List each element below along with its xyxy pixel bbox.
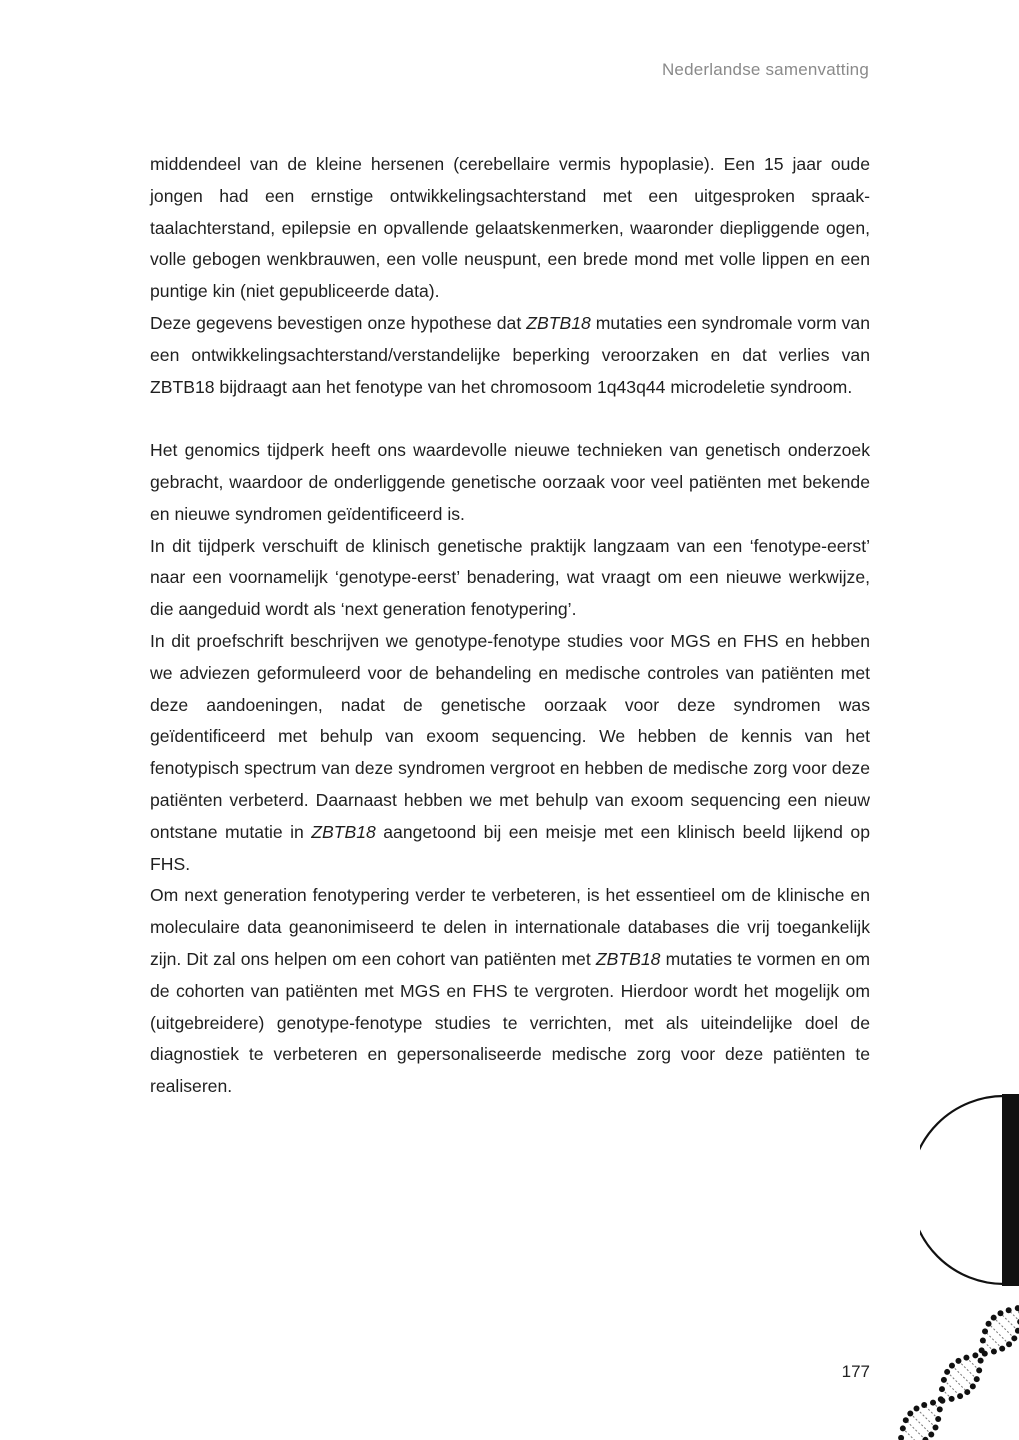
paragraph-2: Deze gegevens bevestigen onze hypothese dat ZBTB18 mutaties een syndromale vorm van een ontwikkelingsachterstand/verstandelijke beperking veroorzaken en dat verlies van ZBTB18 bijdraagt aan het fenotype van het chromosoom 1q43q44 microdeletie syndroom. xyxy=(150,312,870,397)
page-number: 177 xyxy=(841,1362,870,1381)
paragraph-5: In dit proefschrift beschrijven we genotype-fenotype studies voor MGS en FHS en hebben we adviezen geformuleerd voor de behandeling en medische controles van patiënten met deze aandoeningen, nadat de genetische oorzaak voor deze syndromen was geïdentificeerd met behulp van exoom sequencing. We hebben de kennis van het fenotypisch spectrum van deze syndromen vergroot en hebben de medische zorg voor deze patiënten verbeterd. Daarnaast hebben we met behulp van exoom sequencing een nieuw ontstane mutatie in ZBTB18 aangetoond bij een meisje met een klinisch beeld lijkend op FHS. xyxy=(150,630,870,874)
paragraph-4: In dit tijdperk verschuift de klinisch genetische praktijk langzaam van een ‘fenotype-eerst’ naar een voornamelijk ‘genotype-eerst’ benadering, wat vraagt om een nieuwe werkwijze, die aangeduid wordt als ‘next generation fenotypering’. xyxy=(150,535,870,620)
paragraph-spacer xyxy=(150,403,870,435)
dna-helix-icon xyxy=(880,1290,1019,1440)
gene-name: ZBTB18 xyxy=(526,312,591,333)
paragraph-1: middendeel van de kleine hersenen (cerebellaire vermis hypoplasie). Een 15 jaar oude jongen had een ernstige ontwikkelingsachterstand met een uitgesproken spraak-taalachterstand, epilepsie en opvallende gelaatskenmerken, waaronder diepliggende ogen, volle gebogen wenkbrauwen, een volle neuspunt, een brede mond met volle lippen en een puntige kin (niet gepubliceerde data). xyxy=(150,154,870,302)
paragraph-3: Het genomics tijdperk heeft ons waardevolle nieuwe technieken van genetisch onderzoek gebracht, waardoor de onderliggende genetische oorzaak voor veel patiënten met bekende en nieuwe syndromen geïdentificeerd is. xyxy=(150,440,870,524)
gene-name: ZBTB18 xyxy=(595,948,661,969)
gene-name: ZBTB18 xyxy=(311,821,376,842)
half-circle-chapter-tab-icon xyxy=(920,1090,1019,1290)
running-header-title: Nederlandse samenvatting xyxy=(661,60,869,79)
main-text xyxy=(150,149,870,1103)
paragraph-6: Om next generation fenotypering verder te verbeteren, is het essentieel om de klinische en moleculaire data geanonimiseerd te delen in internationale databases die vrij toegankelijk zijn. Dit zal ons helpen om een cohort van patiënten met ZBTB18 mutaties te vormen en om de cohorten van patiënten met MGS en FHS te vergroten. Hierdoor wordt het mogelijk om (uitgebreidere) genotype-fenotype studies te verrichten, met als uiteindelijke doel de diagnostiek te verbeteren en gepersonaliseerde medische zorg voor deze patiënten te realiseren. xyxy=(150,885,870,1097)
